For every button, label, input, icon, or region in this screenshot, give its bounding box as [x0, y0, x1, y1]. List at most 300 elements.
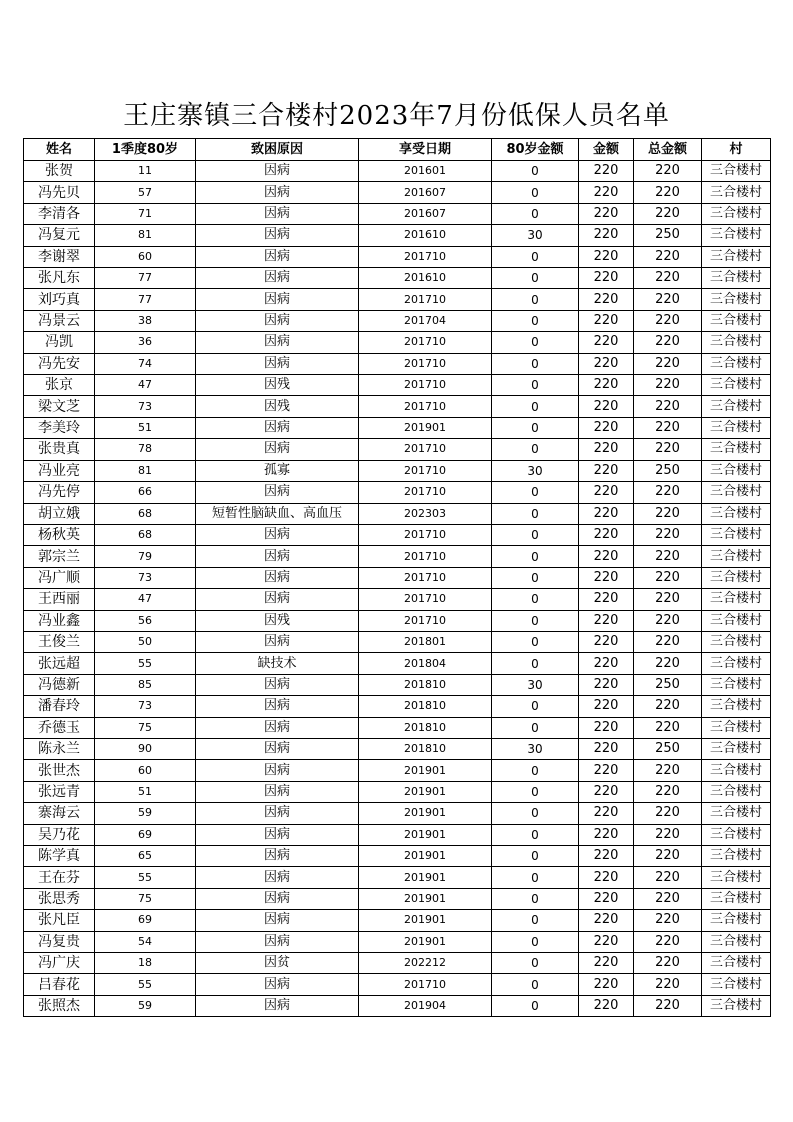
start-date-cell: 201810: [359, 696, 492, 717]
name-cell: 张照杰: [24, 995, 95, 1016]
age-cell: 81: [95, 225, 196, 246]
name-cell: 胡立娥: [24, 503, 95, 524]
village-cell: 三合楼村: [702, 203, 771, 224]
age-cell: 79: [95, 546, 196, 567]
table-row: [24, 589, 771, 610]
amount-cell: 220: [579, 460, 634, 481]
amount-cell: 220: [579, 846, 634, 867]
reason-cell: 因病: [196, 717, 359, 738]
age-cell: 51: [95, 417, 196, 438]
total-amount-cell: 220: [634, 953, 702, 974]
age-cell: 54: [95, 931, 196, 952]
name-cell: 陈永兰: [24, 738, 95, 759]
header-elderly-amount: 80岁金额: [492, 139, 579, 161]
table-row: [24, 846, 771, 867]
table-row: [24, 332, 771, 353]
reason-cell: 因病: [196, 995, 359, 1016]
village-cell: 三合楼村: [702, 610, 771, 631]
amount-cell: 220: [579, 631, 634, 652]
name-cell: 王西丽: [24, 589, 95, 610]
start-date-cell: 201904: [359, 995, 492, 1016]
start-date-cell: 201810: [359, 738, 492, 759]
table-header-row: [24, 139, 771, 161]
elderly-amount-cell: 0: [492, 653, 579, 674]
total-amount-cell: 220: [634, 246, 702, 267]
elderly-amount-cell: 0: [492, 524, 579, 545]
total-amount-cell: 220: [634, 310, 702, 331]
start-date-cell: 201710: [359, 567, 492, 588]
village-cell: 三合楼村: [702, 289, 771, 310]
name-cell: 吴乃花: [24, 824, 95, 845]
amount-cell: 220: [579, 503, 634, 524]
village-cell: 三合楼村: [702, 803, 771, 824]
table-row: [24, 674, 771, 695]
table-row: [24, 396, 771, 417]
village-cell: 三合楼村: [702, 781, 771, 802]
age-cell: 77: [95, 289, 196, 310]
start-date-cell: 201610: [359, 268, 492, 289]
elderly-amount-cell: 0: [492, 974, 579, 995]
name-cell: 刘巧真: [24, 289, 95, 310]
village-cell: 三合楼村: [702, 717, 771, 738]
elderly-amount-cell: 0: [492, 268, 579, 289]
amount-cell: 220: [579, 717, 634, 738]
reason-cell: 因病: [196, 524, 359, 545]
start-date-cell: 201804: [359, 653, 492, 674]
village-cell: 三合楼村: [702, 953, 771, 974]
total-amount-cell: 220: [634, 631, 702, 652]
table-row: [24, 353, 771, 374]
amount-cell: 220: [579, 482, 634, 503]
reason-cell: 因病: [196, 631, 359, 652]
elderly-amount-cell: 0: [492, 182, 579, 203]
name-cell: 冯复贵: [24, 931, 95, 952]
table-row: [24, 460, 771, 481]
age-cell: 73: [95, 696, 196, 717]
reason-cell: 因病: [196, 888, 359, 909]
age-cell: 55: [95, 867, 196, 888]
start-date-cell: 201607: [359, 203, 492, 224]
amount-cell: 220: [579, 589, 634, 610]
elderly-amount-cell: 0: [492, 589, 579, 610]
age-cell: 51: [95, 781, 196, 802]
total-amount-cell: 250: [634, 738, 702, 759]
total-amount-cell: 220: [634, 824, 702, 845]
start-date-cell: 201901: [359, 760, 492, 781]
age-cell: 68: [95, 524, 196, 545]
name-cell: 张凡东: [24, 268, 95, 289]
table-row: [24, 653, 771, 674]
age-cell: 85: [95, 674, 196, 695]
start-date-cell: 201810: [359, 674, 492, 695]
age-cell: 59: [95, 995, 196, 1016]
table-row: [24, 717, 771, 738]
table-row: [24, 439, 771, 460]
table-row: [24, 375, 771, 396]
total-amount-cell: 220: [634, 268, 702, 289]
table-row: [24, 268, 771, 289]
age-cell: 59: [95, 803, 196, 824]
age-cell: 81: [95, 460, 196, 481]
amount-cell: 220: [579, 653, 634, 674]
name-cell: 冯业鑫: [24, 610, 95, 631]
header-reason: 致困原因: [196, 139, 359, 161]
page-title: 王庄寨镇三合楼村2023年7月份低保人员名单: [123, 101, 670, 131]
total-amount-cell: 250: [634, 225, 702, 246]
table-row: [24, 567, 771, 588]
total-amount-cell: 220: [634, 482, 702, 503]
reason-cell: 因病: [196, 867, 359, 888]
village-cell: 三合楼村: [702, 546, 771, 567]
table-row: [24, 953, 771, 974]
elderly-amount-cell: 0: [492, 353, 579, 374]
elderly-amount-cell: 0: [492, 953, 579, 974]
elderly-amount-cell: 0: [492, 375, 579, 396]
start-date-cell: 201710: [359, 439, 492, 460]
name-cell: 梁文芝: [24, 396, 95, 417]
table-row: [24, 781, 771, 802]
age-cell: 47: [95, 589, 196, 610]
name-cell: 陈学真: [24, 846, 95, 867]
elderly-amount-cell: 0: [492, 310, 579, 331]
village-cell: 三合楼村: [702, 696, 771, 717]
age-cell: 68: [95, 503, 196, 524]
amount-cell: 220: [579, 867, 634, 888]
village-cell: 三合楼村: [702, 567, 771, 588]
total-amount-cell: 220: [634, 781, 702, 802]
age-cell: 50: [95, 631, 196, 652]
amount-cell: 220: [579, 974, 634, 995]
village-cell: 三合楼村: [702, 268, 771, 289]
total-amount-cell: 220: [634, 353, 702, 374]
start-date-cell: 201710: [359, 524, 492, 545]
reason-cell: 因病: [196, 161, 359, 182]
elderly-amount-cell: 0: [492, 846, 579, 867]
age-cell: 65: [95, 846, 196, 867]
age-cell: 36: [95, 332, 196, 353]
name-cell: 冯业亮: [24, 460, 95, 481]
table-row: [24, 631, 771, 652]
reason-cell: 因病: [196, 482, 359, 503]
start-date-cell: 201801: [359, 631, 492, 652]
table-row: [24, 610, 771, 631]
elderly-amount-cell: 0: [492, 567, 579, 588]
name-cell: 吕春花: [24, 974, 95, 995]
start-date-cell: 201710: [359, 610, 492, 631]
total-amount-cell: 220: [634, 910, 702, 931]
village-cell: 三合楼村: [702, 417, 771, 438]
amount-cell: 220: [579, 225, 634, 246]
start-date-cell: 201710: [359, 482, 492, 503]
amount-cell: 220: [579, 396, 634, 417]
header-total-amount: 总金额: [634, 139, 702, 161]
elderly-amount-cell: 0: [492, 760, 579, 781]
table-row: [24, 203, 771, 224]
village-cell: 三合楼村: [702, 910, 771, 931]
elderly-amount-cell: 0: [492, 803, 579, 824]
village-cell: 三合楼村: [702, 225, 771, 246]
name-cell: 冯复元: [24, 225, 95, 246]
age-cell: 47: [95, 375, 196, 396]
amount-cell: 220: [579, 953, 634, 974]
table-row: [24, 910, 771, 931]
reason-cell: 因病: [196, 738, 359, 759]
amount-cell: 220: [579, 824, 634, 845]
start-date-cell: 201607: [359, 182, 492, 203]
total-amount-cell: 220: [634, 846, 702, 867]
age-cell: 11: [95, 161, 196, 182]
name-cell: 冯广庆: [24, 953, 95, 974]
age-cell: 90: [95, 738, 196, 759]
total-amount-cell: 220: [634, 696, 702, 717]
start-date-cell: 201901: [359, 417, 492, 438]
reason-cell: 因病: [196, 289, 359, 310]
table-row: [24, 546, 771, 567]
amount-cell: 220: [579, 546, 634, 567]
amount-cell: 220: [579, 182, 634, 203]
village-cell: 三合楼村: [702, 631, 771, 652]
age-cell: 78: [95, 439, 196, 460]
start-date-cell: 201610: [359, 225, 492, 246]
start-date-cell: 201901: [359, 867, 492, 888]
total-amount-cell: 220: [634, 396, 702, 417]
reason-cell: 因病: [196, 974, 359, 995]
village-cell: 三合楼村: [702, 846, 771, 867]
elderly-amount-cell: 0: [492, 289, 579, 310]
village-cell: 三合楼村: [702, 824, 771, 845]
village-cell: 三合楼村: [702, 439, 771, 460]
elderly-amount-cell: 0: [492, 867, 579, 888]
amount-cell: 220: [579, 417, 634, 438]
village-cell: 三合楼村: [702, 332, 771, 353]
total-amount-cell: 220: [634, 717, 702, 738]
table-row: [24, 888, 771, 909]
reason-cell: 因病: [196, 846, 359, 867]
elderly-amount-cell: 30: [492, 225, 579, 246]
amount-cell: 220: [579, 353, 634, 374]
village-cell: 三合楼村: [702, 653, 771, 674]
table-row: [24, 974, 771, 995]
start-date-cell: 201710: [359, 974, 492, 995]
amount-cell: 220: [579, 781, 634, 802]
table-row: [24, 182, 771, 203]
reason-cell: 因病: [196, 268, 359, 289]
elderly-amount-cell: 0: [492, 717, 579, 738]
amount-cell: 220: [579, 332, 634, 353]
name-cell: 冯广顺: [24, 567, 95, 588]
name-cell: 冯德新: [24, 674, 95, 695]
reason-cell: 缺技术: [196, 653, 359, 674]
village-cell: 三合楼村: [702, 482, 771, 503]
elderly-amount-cell: 0: [492, 482, 579, 503]
elderly-amount-cell: 0: [492, 546, 579, 567]
age-cell: 69: [95, 910, 196, 931]
start-date-cell: 201704: [359, 310, 492, 331]
elderly-amount-cell: 0: [492, 824, 579, 845]
total-amount-cell: 220: [634, 289, 702, 310]
age-cell: 60: [95, 760, 196, 781]
age-cell: 56: [95, 610, 196, 631]
village-cell: 三合楼村: [702, 738, 771, 759]
name-cell: 李美玲: [24, 417, 95, 438]
amount-cell: 220: [579, 439, 634, 460]
amount-cell: 220: [579, 375, 634, 396]
start-date-cell: 201901: [359, 781, 492, 802]
age-cell: 75: [95, 888, 196, 909]
reason-cell: 因病: [196, 674, 359, 695]
reason-cell: 因病: [196, 589, 359, 610]
village-cell: 三合楼村: [702, 867, 771, 888]
village-cell: 三合楼村: [702, 310, 771, 331]
reason-cell: 短暂性脑缺血、高血压: [196, 503, 359, 524]
table-row: [24, 760, 771, 781]
amount-cell: 220: [579, 310, 634, 331]
elderly-amount-cell: 30: [492, 460, 579, 481]
reason-cell: 因病: [196, 803, 359, 824]
age-cell: 66: [95, 482, 196, 503]
elderly-amount-cell: 0: [492, 161, 579, 182]
elderly-amount-cell: 0: [492, 631, 579, 652]
start-date-cell: 201901: [359, 910, 492, 931]
start-date-cell: 201710: [359, 289, 492, 310]
reason-cell: 因病: [196, 353, 359, 374]
table-row: [24, 931, 771, 952]
name-cell: 张贺: [24, 161, 95, 182]
amount-cell: 220: [579, 910, 634, 931]
village-cell: 三合楼村: [702, 974, 771, 995]
start-date-cell: 201710: [359, 546, 492, 567]
table-row: [24, 524, 771, 545]
elderly-amount-cell: 0: [492, 696, 579, 717]
reason-cell: 因病: [196, 246, 359, 267]
reason-cell: 因病: [196, 203, 359, 224]
elderly-amount-cell: 0: [492, 332, 579, 353]
village-cell: 三合楼村: [702, 353, 771, 374]
reason-cell: 因病: [196, 931, 359, 952]
amount-cell: 220: [579, 760, 634, 781]
name-cell: 冯先贝: [24, 182, 95, 203]
table-row: [24, 867, 771, 888]
elderly-amount-cell: 0: [492, 439, 579, 460]
total-amount-cell: 220: [634, 161, 702, 182]
total-amount-cell: 220: [634, 439, 702, 460]
start-date-cell: 201710: [359, 353, 492, 374]
reason-cell: 因病: [196, 696, 359, 717]
reason-cell: 因残: [196, 375, 359, 396]
village-cell: 三合楼村: [702, 674, 771, 695]
village-cell: 三合楼村: [702, 375, 771, 396]
header-start-date: 享受日期: [359, 139, 492, 161]
table-row: [24, 482, 771, 503]
total-amount-cell: 220: [634, 524, 702, 545]
table-row: [24, 824, 771, 845]
age-cell: 77: [95, 268, 196, 289]
village-cell: 三合楼村: [702, 524, 771, 545]
total-amount-cell: 220: [634, 546, 702, 567]
age-cell: 74: [95, 353, 196, 374]
name-cell: 杨秋英: [24, 524, 95, 545]
reason-cell: 因病: [196, 439, 359, 460]
table-row: [24, 995, 771, 1016]
name-cell: 潘春玲: [24, 696, 95, 717]
age-cell: 73: [95, 396, 196, 417]
reason-cell: 因病: [196, 310, 359, 331]
start-date-cell: 201810: [359, 717, 492, 738]
table-row: [24, 225, 771, 246]
total-amount-cell: 220: [634, 867, 702, 888]
name-cell: 张思秀: [24, 888, 95, 909]
village-cell: 三合楼村: [702, 396, 771, 417]
name-cell: 寨海云: [24, 803, 95, 824]
name-cell: 张远超: [24, 653, 95, 674]
reason-cell: 因病: [196, 567, 359, 588]
elderly-amount-cell: 30: [492, 674, 579, 695]
village-cell: 三合楼村: [702, 246, 771, 267]
amount-cell: 220: [579, 268, 634, 289]
age-cell: 60: [95, 246, 196, 267]
elderly-amount-cell: 0: [492, 910, 579, 931]
amount-cell: 220: [579, 674, 634, 695]
amount-cell: 220: [579, 610, 634, 631]
start-date-cell: 201901: [359, 888, 492, 909]
amount-cell: 220: [579, 803, 634, 824]
start-date-cell: 201710: [359, 375, 492, 396]
table-row: [24, 503, 771, 524]
name-cell: 张远青: [24, 781, 95, 802]
age-cell: 73: [95, 567, 196, 588]
age-cell: 38: [95, 310, 196, 331]
total-amount-cell: 220: [634, 203, 702, 224]
header-age: 1季度80岁: [95, 139, 196, 161]
amount-cell: 220: [579, 738, 634, 759]
total-amount-cell: 220: [634, 931, 702, 952]
village-cell: 三合楼村: [702, 931, 771, 952]
age-cell: 69: [95, 824, 196, 845]
elderly-amount-cell: 30: [492, 738, 579, 759]
total-amount-cell: 250: [634, 674, 702, 695]
reason-cell: 因病: [196, 910, 359, 931]
elderly-amount-cell: 0: [492, 203, 579, 224]
total-amount-cell: 220: [634, 653, 702, 674]
amount-cell: 220: [579, 203, 634, 224]
age-cell: 75: [95, 717, 196, 738]
elderly-amount-cell: 0: [492, 417, 579, 438]
reason-cell: 因病: [196, 225, 359, 246]
name-cell: 冯凯: [24, 332, 95, 353]
name-cell: 王在芬: [24, 867, 95, 888]
elderly-amount-cell: 0: [492, 503, 579, 524]
elderly-amount-cell: 0: [492, 995, 579, 1016]
amount-cell: 220: [579, 524, 634, 545]
elderly-amount-cell: 0: [492, 931, 579, 952]
amount-cell: 220: [579, 246, 634, 267]
village-cell: 三合楼村: [702, 888, 771, 909]
total-amount-cell: 220: [634, 375, 702, 396]
total-amount-cell: 220: [634, 974, 702, 995]
total-amount-cell: 220: [634, 610, 702, 631]
amount-cell: 220: [579, 289, 634, 310]
name-cell: 张贵真: [24, 439, 95, 460]
total-amount-cell: 220: [634, 332, 702, 353]
table-row: [24, 310, 771, 331]
village-cell: 三合楼村: [702, 503, 771, 524]
start-date-cell: 201901: [359, 846, 492, 867]
start-date-cell: 202303: [359, 503, 492, 524]
amount-cell: 220: [579, 995, 634, 1016]
elderly-amount-cell: 0: [492, 246, 579, 267]
name-cell: 乔德玉: [24, 717, 95, 738]
amount-cell: 220: [579, 567, 634, 588]
